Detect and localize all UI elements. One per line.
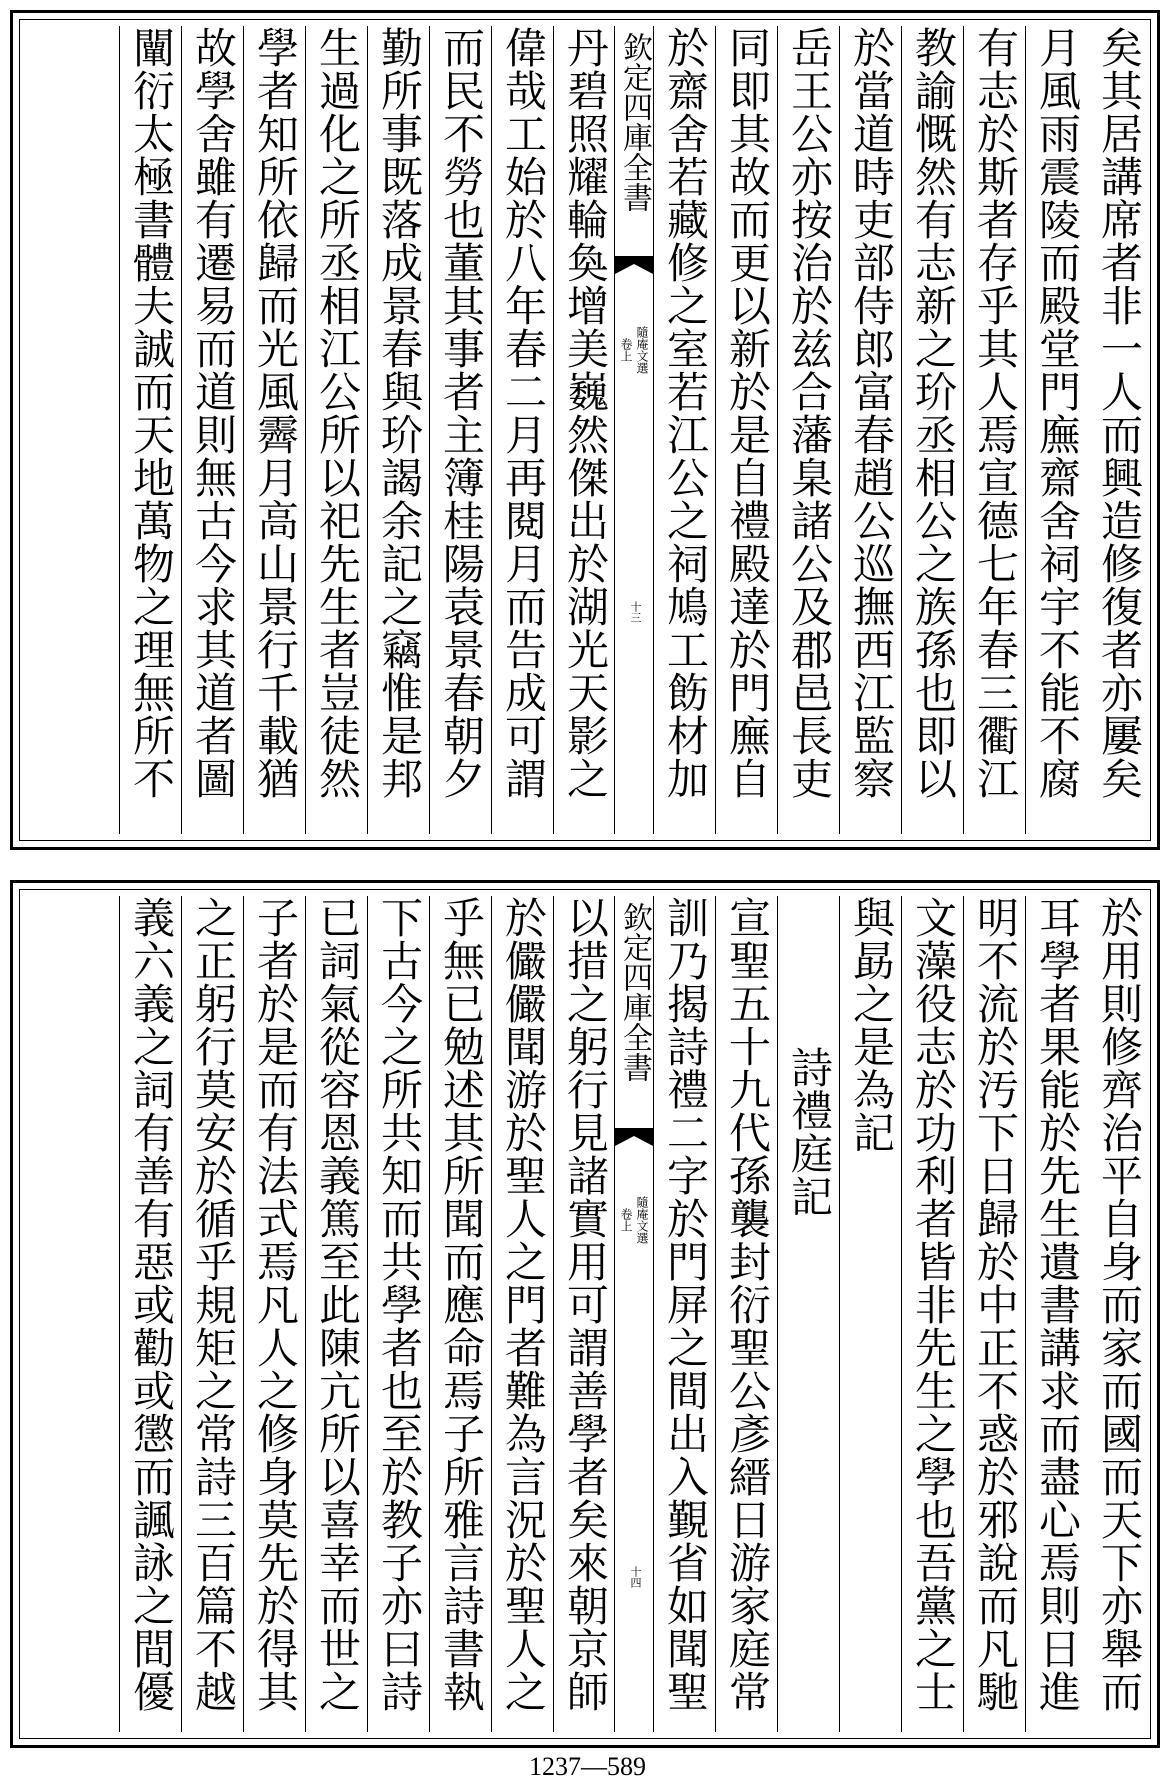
text-column: 訓乃揭詩禮二字於門屏之間出入覲省如聞聖 [653,896,716,1732]
text-column: 闡衍太極書體夫誠而天地萬物之理無所不 [119,26,182,834]
text-column: 矣其居講席者非一人而興造修復者亦屢矣 [1095,26,1144,800]
top-page-inner-frame [19,19,1151,841]
text-column: 生過化之所丞相江公所以祀先生者豈徒然 [305,26,368,834]
banner-collection: 隨庵文選 [635,1196,649,1244]
banner-folio: 十四 [629,1566,642,1588]
center-banner [614,26,654,834]
text-column: 學者知所依歸而光風霽月高山景行千載猶 [243,26,306,834]
text-column: 偉哉工始於八年春二月再閱月而告成可謂 [491,26,554,834]
text-column: 勤所事既落成景春與玠謁余記之竊惟是邦 [367,26,430,834]
text-column: 以措之躬行見諸實用可謂善學者矣來朝京師 [553,896,616,1732]
banner-title: 欽定四庫全書 [617,902,652,1082]
text-column: 月風雨震陵而殿堂門廡齋舍祠宇不能不腐 [1025,26,1088,834]
text-column: 已詞氣從容恩義篤至此陳亢所以喜幸而世之 [305,896,368,1732]
text-column: 乎無已勉述其所聞而應命焉子所雅言詩書執 [429,896,492,1732]
text-column: 宣聖五十九代孫襲封衍聖公彥縉日游家庭常 [715,896,778,1732]
text-column: 同即其故而更以新於是自禮殿達於門廡自 [715,26,778,834]
center-banner [614,896,654,1732]
section-heading: 詩禮庭記 [777,896,840,1732]
text-column: 而民不勞也董其事者主簿桂陽袁景春朝夕 [429,26,492,834]
top-page-frame [10,10,1160,850]
text-column: 於當道時吏部侍郎富春趙公巡撫西江監察 [839,26,902,834]
text-column: 文藻役志於功利者皆非先生之學也吾黨之士 [901,896,964,1732]
text-column: 子者於是而有法式焉凡人之修身莫先於得其 [243,896,306,1732]
text-column: 與勗之是為記 [839,896,902,1732]
text-column: 義六義之詞有善有惡或勸或懲而諷詠之間優 [119,896,182,1732]
text-column: 耳學者果能於先生遺書講求而盡心焉則日進 [1025,896,1088,1732]
fishtail-mark-icon [615,1128,653,1168]
text-column: 故學舍雖有遷易而道則無古今求其道者圖 [181,26,244,834]
text-column: 岳王公亦按治於兹合藩臬諸公及郡邑長吏 [777,26,840,834]
banner-juan: 卷上 [619,338,633,362]
text-column: 下古今之所共知而共學者也至於教子亦曰詩 [367,896,430,1732]
banner-collection: 隨庵文選 [635,326,649,374]
fishtail-mark-icon [615,256,653,296]
banner-folio: 十三 [629,601,642,623]
banner-juan: 卷上 [619,1208,633,1232]
banner-title: 欽定四庫全書 [617,32,652,212]
text-column: 有志於斯者存乎其人焉宣德七年春三衢江 [963,26,1026,834]
text-column: 於用則修齊治平自身而家而國而天下亦舉而 [1095,896,1144,1713]
text-column: 於儼儼聞游於聖人之門者難為言況於聖人之 [491,896,554,1732]
text-column: 之正躬行莫安於循乎規矩之常詩三百篇不越 [181,896,244,1732]
bottom-page-frame [10,880,1160,1748]
text-column: 明不流於汚下日歸於中正不惑於邪說而凡馳 [963,896,1026,1732]
text-column: 於齋舍若藏修之室若江公之祠鳩工飭材加 [653,26,716,834]
text-column: 教諭慨然有志新之玠丞相公之族孫也即以 [901,26,964,834]
bottom-page-inner-frame [19,889,1151,1739]
page-number: 1237—589 [529,1752,646,1781]
text-column: 丹碧照耀輪奐增美巍然傑出於湖光天影之 [553,26,616,834]
